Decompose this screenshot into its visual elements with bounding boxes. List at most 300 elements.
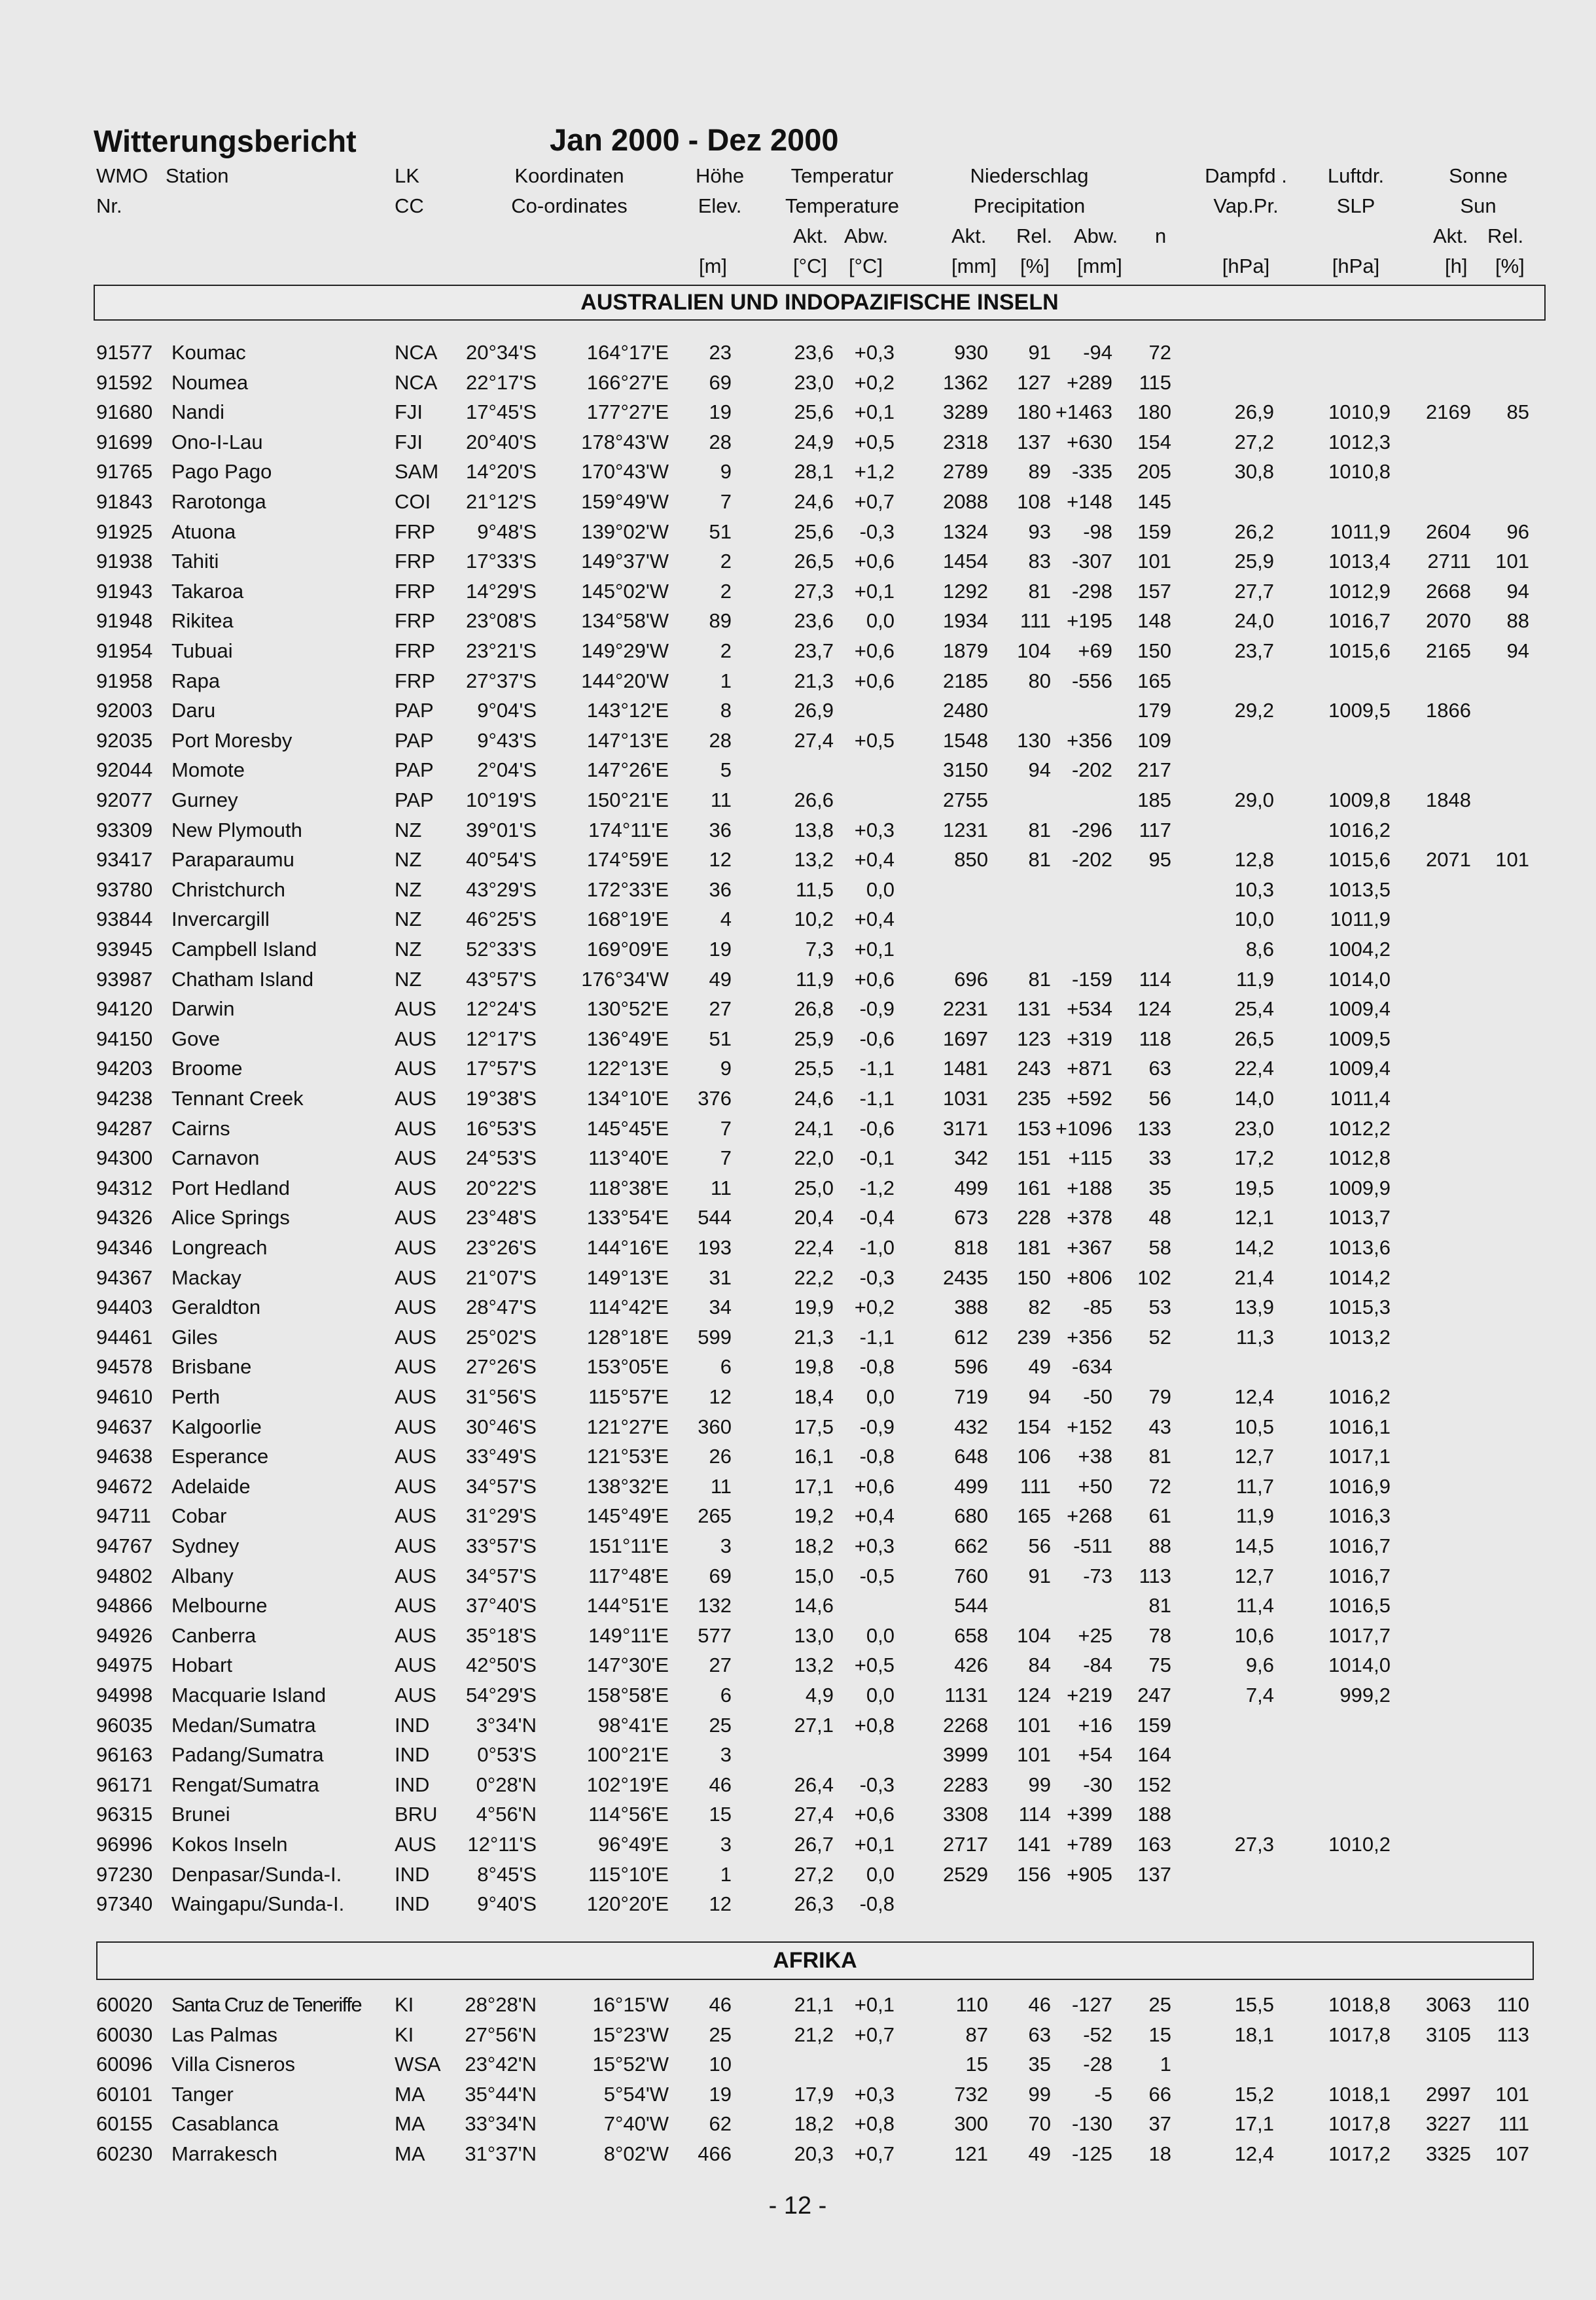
sunshine-relative: 110 bbox=[1497, 1993, 1529, 2016]
vapour-pressure: 12,4 bbox=[1234, 2142, 1274, 2165]
precip-deviation: -30 bbox=[1083, 1773, 1112, 1796]
precip-relative: 101 bbox=[1017, 1713, 1051, 1737]
precip-relative: 49 bbox=[1028, 1355, 1051, 1379]
country-code: KI bbox=[395, 2023, 414, 2046]
latitude: 9°40'S bbox=[477, 1892, 537, 1916]
country-code: SAM bbox=[395, 460, 439, 484]
precip-deviation: -298 bbox=[1071, 579, 1112, 603]
latitude: 28°28'N bbox=[465, 1993, 537, 2016]
station-name: Brisbane bbox=[171, 1355, 252, 1379]
station-name: Nandi bbox=[171, 400, 224, 424]
wmo-id: 94866 bbox=[96, 1594, 153, 1618]
precip-actual: 648 bbox=[954, 1445, 988, 1468]
precip-days: 25 bbox=[1148, 1993, 1171, 2016]
latitude: 27°56'N bbox=[465, 2023, 537, 2046]
precip-days: 148 bbox=[1137, 609, 1171, 633]
precip-relative: 89 bbox=[1028, 460, 1051, 484]
latitude: 30°46'S bbox=[466, 1415, 537, 1438]
col-elev-label: Höhe bbox=[695, 164, 745, 187]
station-name: Momote bbox=[171, 758, 245, 782]
temp-actual: 25,6 bbox=[794, 520, 834, 543]
precip-deviation: -52 bbox=[1083, 2023, 1112, 2046]
vapour-pressure: 26,2 bbox=[1234, 520, 1274, 543]
elevation: 46 bbox=[709, 1773, 732, 1796]
temp-deviation: +0,5 bbox=[854, 728, 895, 752]
section-header-australia: AUSTRALIEN UND INDOPAZIFISCHE INSELN bbox=[94, 285, 1546, 321]
station-name: Pago Pago bbox=[171, 460, 272, 484]
table-row bbox=[0, 935, 1596, 965]
temp-deviation: -0,4 bbox=[859, 1206, 895, 1230]
precip-deviation: -85 bbox=[1083, 1296, 1112, 1319]
vapour-pressure: 12,4 bbox=[1234, 1385, 1274, 1408]
vapour-pressure: 14,2 bbox=[1234, 1236, 1274, 1259]
vapour-pressure: 24,0 bbox=[1234, 609, 1274, 633]
sea-level-pressure: 1010,9 bbox=[1328, 400, 1391, 424]
col-prec-unit-rel: [%] bbox=[1020, 255, 1050, 277]
precip-days: 43 bbox=[1148, 1415, 1171, 1438]
col-prec-akt: Akt. bbox=[951, 224, 987, 247]
vapour-pressure: 9,6 bbox=[1245, 1654, 1274, 1677]
latitude: 23°21'S bbox=[466, 639, 537, 662]
precip-days: 56 bbox=[1148, 1087, 1171, 1110]
vapour-pressure: 19,5 bbox=[1234, 1176, 1274, 1199]
elevation: 9 bbox=[720, 1057, 732, 1080]
precip-days: 117 bbox=[1139, 818, 1171, 841]
wmo-id: 91948 bbox=[96, 609, 153, 633]
vapour-pressure: 8,6 bbox=[1245, 938, 1274, 961]
temp-deviation: +0,7 bbox=[854, 2023, 895, 2046]
precip-days: 95 bbox=[1148, 848, 1171, 872]
latitude: 17°57'S bbox=[466, 1057, 537, 1080]
wmo-id: 92077 bbox=[96, 788, 153, 811]
precip-deviation: +1096 bbox=[1055, 1116, 1112, 1140]
temp-deviation: -0,3 bbox=[859, 1265, 895, 1289]
longitude: 143°12'E bbox=[586, 699, 669, 722]
precip-days: 179 bbox=[1137, 699, 1171, 722]
latitude: 22°17'S bbox=[466, 370, 537, 394]
latitude: 33°34'N bbox=[465, 2112, 537, 2136]
precip-days: 78 bbox=[1148, 1623, 1171, 1647]
temp-actual: 25,0 bbox=[794, 1176, 834, 1199]
country-code: FRP bbox=[395, 550, 435, 573]
precip-actual: 3150 bbox=[943, 758, 988, 782]
sea-level-pressure: 1010,2 bbox=[1328, 1833, 1391, 1856]
col-sun-label: Sonne bbox=[1449, 164, 1508, 187]
precip-deviation: -202 bbox=[1071, 848, 1112, 872]
latitude: 23°42'N bbox=[465, 2053, 537, 2076]
temp-deviation: -1,1 bbox=[859, 1057, 895, 1080]
precip-actual: 680 bbox=[954, 1504, 988, 1528]
precip-deviation: -98 bbox=[1083, 520, 1112, 543]
latitude: 14°29'S bbox=[466, 579, 537, 603]
longitude: 15°23'W bbox=[592, 2023, 669, 2046]
precip-days: 188 bbox=[1137, 1803, 1171, 1826]
temp-actual: 26,9 bbox=[794, 699, 834, 722]
country-code: IND bbox=[395, 1773, 430, 1796]
temp-actual: 28,1 bbox=[794, 460, 834, 484]
sea-level-pressure: 1011,9 bbox=[1330, 908, 1391, 931]
precip-deviation: +534 bbox=[1067, 997, 1112, 1021]
precip-deviation: -634 bbox=[1071, 1355, 1112, 1379]
temp-actual: 24,9 bbox=[794, 430, 834, 453]
precip-relative: 111 bbox=[1020, 609, 1051, 633]
elevation: 599 bbox=[698, 1325, 732, 1349]
longitude: 117°48'E bbox=[588, 1564, 669, 1587]
vapour-pressure: 11,4 bbox=[1235, 1594, 1274, 1618]
table-row bbox=[0, 398, 1596, 428]
precip-actual: 2268 bbox=[943, 1713, 988, 1737]
temp-actual: 24,1 bbox=[794, 1116, 834, 1140]
wmo-id: 92003 bbox=[96, 699, 153, 722]
temp-actual: 21,2 bbox=[794, 2023, 834, 2046]
country-code: AUS bbox=[395, 1236, 436, 1259]
elevation: 7 bbox=[720, 1146, 732, 1170]
longitude: 174°11'E bbox=[588, 818, 669, 841]
sea-level-pressure: 1009,4 bbox=[1328, 1057, 1391, 1080]
temp-actual: 21,1 bbox=[794, 1993, 834, 2016]
wmo-id: 91765 bbox=[96, 460, 153, 484]
temp-deviation: +0,6 bbox=[854, 1803, 895, 1826]
country-code: AUS bbox=[395, 997, 436, 1021]
temp-deviation: -1,2 bbox=[859, 1176, 895, 1199]
elevation: 1 bbox=[720, 1862, 732, 1886]
col-prec-rel: Rel. bbox=[1016, 224, 1053, 247]
country-code: PAP bbox=[395, 728, 434, 752]
precip-days: 165 bbox=[1137, 669, 1171, 692]
precip-actual: 930 bbox=[954, 341, 988, 364]
table-row bbox=[0, 1532, 1596, 1562]
temp-deviation: -0,6 bbox=[859, 1116, 895, 1140]
precip-actual: 1548 bbox=[943, 728, 988, 752]
latitude: 34°57'S bbox=[466, 1564, 537, 1587]
elevation: 3 bbox=[720, 1833, 732, 1856]
temp-deviation: +0,5 bbox=[854, 430, 895, 453]
latitude: 19°38'S bbox=[466, 1087, 537, 1110]
vapour-pressure: 22,4 bbox=[1234, 1057, 1274, 1080]
wmo-id: 93309 bbox=[96, 818, 153, 841]
longitude: 168°19'E bbox=[586, 908, 669, 931]
temp-deviation: +0,3 bbox=[854, 341, 895, 364]
temp-deviation: 0,0 bbox=[866, 609, 895, 633]
latitude: 17°33'S bbox=[466, 550, 537, 573]
table-row bbox=[0, 1591, 1596, 1621]
precip-deviation: +152 bbox=[1067, 1415, 1112, 1438]
station-name: Koumac bbox=[171, 341, 246, 364]
vapour-pressure: 10,0 bbox=[1234, 908, 1274, 931]
latitude: 40°54'S bbox=[466, 848, 537, 872]
station-name: Tahiti bbox=[171, 550, 219, 573]
col-elev-label-2: Elev. bbox=[698, 194, 742, 217]
longitude: 151°11'E bbox=[588, 1534, 669, 1557]
precip-actual: 342 bbox=[954, 1146, 988, 1170]
vapour-pressure: 10,5 bbox=[1234, 1415, 1274, 1438]
station-name: Alice Springs bbox=[171, 1206, 290, 1230]
sea-level-pressure: 1014,2 bbox=[1328, 1265, 1391, 1289]
country-code: AUS bbox=[395, 1355, 436, 1379]
precip-deviation: +356 bbox=[1067, 728, 1112, 752]
wmo-id: 94238 bbox=[96, 1087, 153, 1110]
longitude: 16°15'W bbox=[592, 1993, 669, 2016]
latitude: 2°04'S bbox=[477, 758, 537, 782]
country-code: MA bbox=[395, 2142, 425, 2165]
report-title: Witterungsbericht bbox=[94, 124, 357, 158]
country-code: AUS bbox=[395, 1445, 436, 1468]
station-name: Gove bbox=[171, 1027, 221, 1050]
table-row bbox=[0, 1800, 1596, 1830]
sea-level-pressure: 999,2 bbox=[1339, 1684, 1391, 1707]
col-temp-label: Temperatur bbox=[790, 164, 894, 187]
station-name: New Plymouth bbox=[171, 818, 302, 841]
elevation: 3 bbox=[720, 1534, 732, 1557]
station-name: Cairns bbox=[171, 1116, 230, 1140]
wmo-id: 96315 bbox=[96, 1803, 153, 1826]
precip-relative: 46 bbox=[1028, 1993, 1051, 2016]
temp-deviation: +0,6 bbox=[854, 967, 895, 991]
temp-actual: 10,2 bbox=[794, 908, 834, 931]
station-name: Takaroa bbox=[171, 579, 244, 603]
latitude: 0°53'S bbox=[477, 1743, 537, 1767]
sea-level-pressure: 1015,3 bbox=[1328, 1296, 1391, 1319]
longitude: 139°02'W bbox=[581, 520, 669, 543]
col-prec-unit-abw: [mm] bbox=[1077, 255, 1122, 277]
precip-deviation: +592 bbox=[1067, 1087, 1112, 1110]
latitude: 34°57'S bbox=[466, 1474, 537, 1498]
precip-days: 150 bbox=[1137, 639, 1171, 662]
temp-actual: 18,4 bbox=[794, 1385, 834, 1408]
precip-deviation: +148 bbox=[1067, 490, 1112, 513]
elevation: 36 bbox=[709, 818, 732, 841]
precip-relative: 56 bbox=[1028, 1534, 1051, 1557]
precip-deviation: -125 bbox=[1071, 2142, 1112, 2165]
elevation: 11 bbox=[710, 788, 732, 811]
precip-days: 109 bbox=[1137, 728, 1171, 752]
sea-level-pressure: 1017,8 bbox=[1328, 2112, 1391, 2136]
col-temp-label-2: Temperature bbox=[785, 194, 900, 217]
vapour-pressure: 12,7 bbox=[1234, 1445, 1274, 1468]
temp-deviation: 0,0 bbox=[866, 1623, 895, 1647]
table-row bbox=[0, 487, 1596, 518]
wmo-id: 93844 bbox=[96, 908, 153, 931]
country-code: BRU bbox=[395, 1803, 438, 1826]
precip-days: 72 bbox=[1148, 341, 1171, 364]
table-row bbox=[0, 1383, 1596, 1413]
latitude: 14°20'S bbox=[466, 460, 537, 484]
latitude: 43°29'S bbox=[466, 877, 537, 901]
precip-days: 15 bbox=[1148, 2023, 1171, 2046]
station-name: Noumea bbox=[171, 370, 249, 394]
col-temp-akt: Akt. bbox=[793, 224, 828, 247]
country-code: AUS bbox=[395, 1594, 436, 1618]
country-code: FRP bbox=[395, 579, 435, 603]
table-row bbox=[0, 696, 1596, 726]
temp-deviation: -0,8 bbox=[859, 1355, 895, 1379]
wmo-id: 60030 bbox=[96, 2023, 153, 2046]
longitude: 164°17'E bbox=[586, 341, 669, 364]
elevation: 36 bbox=[709, 877, 732, 901]
longitude: 7°40'W bbox=[603, 2112, 669, 2136]
table-row bbox=[0, 786, 1596, 816]
precip-days: 164 bbox=[1137, 1743, 1171, 1767]
longitude: 149°29'W bbox=[581, 639, 669, 662]
longitude: 115°10'E bbox=[588, 1862, 669, 1886]
longitude: 121°53'E bbox=[586, 1445, 669, 1468]
precip-actual: 499 bbox=[954, 1176, 988, 1199]
station-name: Darwin bbox=[171, 997, 235, 1021]
sea-level-pressure: 1004,2 bbox=[1328, 938, 1391, 961]
latitude: 8°45'S bbox=[477, 1862, 537, 1886]
precip-actual: 2755 bbox=[943, 788, 988, 811]
sea-level-pressure: 1014,0 bbox=[1328, 1654, 1391, 1677]
precip-deviation: +54 bbox=[1078, 1743, 1112, 1767]
temp-actual: 21,3 bbox=[794, 669, 834, 692]
table-row bbox=[0, 1233, 1596, 1264]
precip-actual: 3171 bbox=[943, 1116, 988, 1140]
precip-days: 157 bbox=[1137, 579, 1171, 603]
precip-relative: 161 bbox=[1017, 1176, 1051, 1199]
sunshine-relative: 88 bbox=[1506, 609, 1529, 633]
sea-level-pressure: 1015,6 bbox=[1328, 848, 1391, 872]
temp-actual: 20,3 bbox=[794, 2142, 834, 2165]
table-row bbox=[0, 995, 1596, 1025]
station-name: Kalgoorlie bbox=[171, 1415, 262, 1438]
precip-relative: 91 bbox=[1028, 341, 1051, 364]
precip-relative: 94 bbox=[1028, 758, 1051, 782]
sea-level-pressure: 1017,8 bbox=[1328, 2023, 1391, 2046]
precip-relative: 81 bbox=[1028, 579, 1051, 603]
wmo-id: 94287 bbox=[96, 1116, 153, 1140]
table-row bbox=[0, 905, 1596, 935]
wmo-id: 94300 bbox=[96, 1146, 153, 1170]
table-row bbox=[0, 637, 1596, 667]
latitude: 24°53'S bbox=[466, 1146, 537, 1170]
longitude: 170°43'W bbox=[581, 460, 669, 484]
longitude: 136°49'E bbox=[586, 1027, 669, 1050]
sea-level-pressure: 1016,1 bbox=[1328, 1415, 1391, 1438]
precip-days: 163 bbox=[1137, 1833, 1171, 1856]
precip-actual: 87 bbox=[965, 2023, 988, 2046]
longitude: 15°52'W bbox=[592, 2053, 669, 2076]
station-name: Tanger bbox=[171, 2082, 234, 2106]
longitude: 96°49'E bbox=[598, 1833, 669, 1856]
col-lk-label: LK bbox=[395, 164, 419, 187]
longitude: 133°54'E bbox=[586, 1206, 669, 1230]
precip-actual: 818 bbox=[954, 1236, 988, 1259]
precip-actual: 2529 bbox=[943, 1862, 988, 1886]
wmo-id: 94312 bbox=[96, 1176, 153, 1199]
precip-days: 81 bbox=[1148, 1445, 1171, 1468]
country-code: FJI bbox=[395, 400, 423, 424]
longitude: 166°27'E bbox=[586, 370, 669, 394]
wmo-id: 96171 bbox=[96, 1773, 153, 1796]
temp-actual: 21,3 bbox=[794, 1325, 834, 1349]
precip-relative: 80 bbox=[1028, 669, 1051, 692]
precip-relative: 101 bbox=[1017, 1743, 1051, 1767]
station-name: Medan/Sumatra bbox=[171, 1713, 316, 1737]
latitude: 31°37'N bbox=[465, 2142, 537, 2165]
precip-actual: 662 bbox=[954, 1534, 988, 1557]
sea-level-pressure: 1018,8 bbox=[1328, 1993, 1391, 2016]
precip-relative: 153 bbox=[1017, 1116, 1051, 1140]
sea-level-pressure: 1012,3 bbox=[1328, 430, 1391, 453]
temp-actual: 17,5 bbox=[794, 1415, 834, 1438]
country-code: WSA bbox=[395, 2053, 441, 2076]
wmo-id: 94346 bbox=[96, 1236, 153, 1259]
precip-relative: 123 bbox=[1017, 1027, 1051, 1050]
precip-deviation: -296 bbox=[1071, 818, 1112, 841]
sunshine-relative: 85 bbox=[1506, 400, 1529, 424]
temp-deviation: -1,0 bbox=[859, 1236, 895, 1259]
temp-deviation: +0,1 bbox=[854, 1833, 895, 1856]
temp-deviation: +0,1 bbox=[854, 938, 895, 961]
country-code: AUS bbox=[395, 1534, 436, 1557]
precip-days: 18 bbox=[1148, 2142, 1171, 2165]
table-row bbox=[0, 1174, 1596, 1204]
latitude: 20°40'S bbox=[466, 430, 537, 453]
sunshine-actual: 2711 bbox=[1427, 550, 1471, 573]
precip-relative: 111 bbox=[1020, 1474, 1051, 1498]
col-temp-unit-abw: [°C] bbox=[849, 255, 883, 277]
precip-deviation: -5 bbox=[1094, 2082, 1112, 2106]
temp-deviation: +0,1 bbox=[854, 579, 895, 603]
station-name: Villa Cisneros bbox=[171, 2053, 295, 2076]
latitude: 31°56'S bbox=[466, 1385, 537, 1408]
longitude: 147°26'E bbox=[586, 758, 669, 782]
elevation: 19 bbox=[709, 938, 732, 961]
elevation: 2 bbox=[720, 639, 732, 662]
country-code: AUS bbox=[395, 1504, 436, 1528]
country-code: NCA bbox=[395, 341, 438, 364]
temp-deviation: +0,4 bbox=[854, 848, 895, 872]
latitude: 20°22'S bbox=[466, 1176, 537, 1199]
temp-deviation: +0,8 bbox=[854, 1713, 895, 1737]
latitude: 3°34'N bbox=[476, 1713, 537, 1737]
country-code: FRP bbox=[395, 609, 435, 633]
wmo-id: 91938 bbox=[96, 550, 153, 573]
elevation: 193 bbox=[698, 1236, 732, 1259]
country-code: NZ bbox=[395, 877, 422, 901]
temp-deviation: +0,3 bbox=[854, 1534, 895, 1557]
wmo-id: 94926 bbox=[96, 1623, 153, 1647]
col-sun-akt: Akt. bbox=[1433, 224, 1468, 247]
precip-days: 88 bbox=[1148, 1534, 1171, 1557]
precip-relative: 94 bbox=[1028, 1385, 1051, 1408]
elevation: 69 bbox=[709, 370, 732, 394]
wmo-id: 94461 bbox=[96, 1325, 153, 1349]
temp-deviation: +0,8 bbox=[854, 2112, 895, 2136]
precip-days: 133 bbox=[1137, 1116, 1171, 1140]
temp-actual: 23,6 bbox=[794, 609, 834, 633]
longitude: 121°27'E bbox=[586, 1415, 669, 1438]
longitude: 144°51'E bbox=[586, 1594, 669, 1618]
station-name: Brunei bbox=[171, 1803, 230, 1826]
sunshine-relative: 101 bbox=[1495, 2082, 1529, 2106]
precip-actual: 1031 bbox=[943, 1087, 988, 1110]
elevation: 132 bbox=[698, 1594, 732, 1618]
col-temp-abw: Abw. bbox=[844, 224, 889, 247]
elevation: 15 bbox=[709, 1803, 732, 1826]
temp-deviation: +0,7 bbox=[854, 490, 895, 513]
elevation: 89 bbox=[709, 609, 732, 633]
temp-deviation: -0,9 bbox=[859, 1415, 895, 1438]
precip-actual: 850 bbox=[954, 848, 988, 872]
precip-deviation: -127 bbox=[1071, 1993, 1112, 2016]
longitude: 115°57'E bbox=[588, 1385, 669, 1408]
country-code: FRP bbox=[395, 520, 435, 543]
precip-relative: 70 bbox=[1028, 2112, 1051, 2136]
table-row bbox=[0, 726, 1596, 756]
vapour-pressure: 27,3 bbox=[1234, 1833, 1274, 1856]
wmo-id: 94802 bbox=[96, 1564, 153, 1587]
